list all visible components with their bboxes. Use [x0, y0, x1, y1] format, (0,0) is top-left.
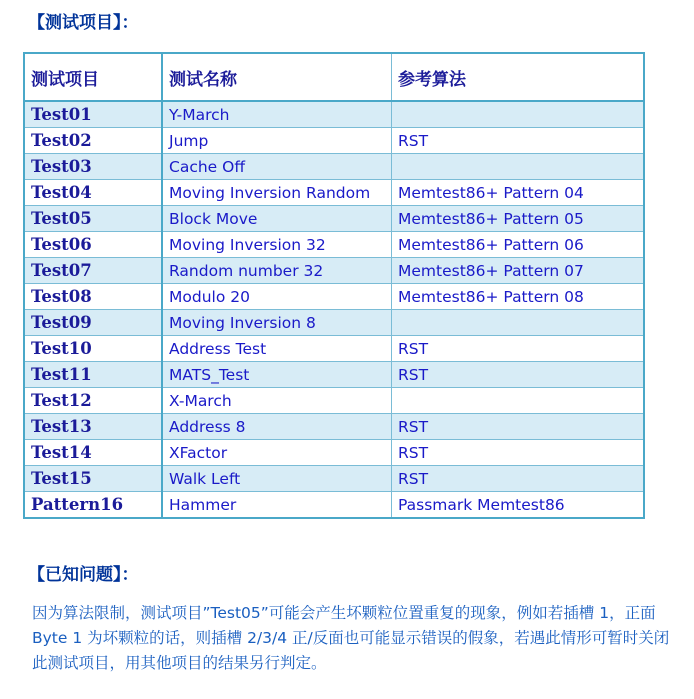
cell-test-item: Test12: [24, 388, 162, 414]
header-test-item: 测试项目: [24, 53, 162, 101]
cell-test-name: Moving Inversion 8: [162, 310, 392, 336]
cell-test-name: Hammer: [162, 492, 392, 519]
cell-test-name: Cache Off: [162, 154, 392, 180]
table-row: [24, 362, 644, 388]
cell-test-item: Test15: [24, 466, 162, 492]
cell-test-name: XFactor: [162, 440, 392, 466]
table-row: [24, 388, 644, 414]
cell-reference-algorithm: Memtest86+ Pattern 04: [392, 180, 645, 206]
cell-reference-algorithm: RST: [392, 414, 645, 440]
table-row: [24, 232, 644, 258]
cell-test-name: Y-March: [162, 101, 392, 128]
table-row: [24, 284, 644, 310]
cell-test-item: Test06: [24, 232, 162, 258]
cell-reference-algorithm: [392, 101, 645, 128]
cell-test-name: Address 8: [162, 414, 392, 440]
cell-test-name: Jump: [162, 128, 392, 154]
table-header-row: [24, 53, 644, 101]
cell-test-name: Walk Left: [162, 466, 392, 492]
cell-test-item: Test11: [24, 362, 162, 388]
cell-test-name: MATS_Test: [162, 362, 392, 388]
cell-reference-algorithm: Memtest86+ Pattern 07: [392, 258, 645, 284]
header-reference-algorithm: 参考算法: [392, 53, 645, 101]
cell-test-name: Moving Inversion Random: [162, 180, 392, 206]
cell-test-name: X-March: [162, 388, 392, 414]
table-body: [24, 101, 644, 518]
table-row: [24, 414, 644, 440]
cell-test-item: Test13: [24, 414, 162, 440]
header-test-name: 测试名称: [162, 53, 392, 101]
cell-reference-algorithm: RST: [392, 336, 645, 362]
cell-test-item: Test14: [24, 440, 162, 466]
cell-reference-algorithm: Memtest86+ Pattern 06: [392, 232, 645, 258]
cell-reference-algorithm: [392, 154, 645, 180]
table-row: [24, 206, 644, 232]
table-row: [24, 154, 644, 180]
cell-test-item: Test02: [24, 128, 162, 154]
cell-test-item: Test09: [24, 310, 162, 336]
cell-test-item: Test08: [24, 284, 162, 310]
cell-test-item: Test10: [24, 336, 162, 362]
cell-reference-algorithm: RST: [392, 128, 645, 154]
cell-test-item: Test04: [24, 180, 162, 206]
table-row: [24, 336, 644, 362]
cell-test-item: Test03: [24, 154, 162, 180]
table-row: [24, 258, 644, 284]
cell-reference-algorithm: Memtest86+ Pattern 05: [392, 206, 645, 232]
cell-reference-algorithm: [392, 310, 645, 336]
cell-test-name: Random number 32: [162, 258, 392, 284]
cell-test-name: Moving Inversion 32: [162, 232, 392, 258]
table-row: [24, 466, 644, 492]
cell-test-item: Pattern16: [24, 492, 162, 519]
table-row: [24, 128, 644, 154]
cell-test-name: Address Test: [162, 336, 392, 362]
cell-reference-algorithm: Passmark Memtest86: [392, 492, 645, 519]
section-title-test-items: 【测试项目】：: [28, 13, 139, 33]
cell-reference-algorithm: RST: [392, 466, 645, 492]
section-title-known-issues: 【已知问题】：: [28, 565, 139, 585]
cell-test-name: Modulo 20: [162, 284, 392, 310]
cell-test-name: Block Move: [162, 206, 392, 232]
cell-test-item: Test07: [24, 258, 162, 284]
cell-reference-algorithm: [392, 388, 645, 414]
test-items-table: [23, 52, 645, 519]
table-row: [24, 180, 644, 206]
cell-reference-algorithm: RST: [392, 362, 645, 388]
table-row: [24, 492, 644, 519]
table-row: [24, 310, 644, 336]
cell-reference-algorithm: RST: [392, 440, 645, 466]
table-row: [24, 440, 644, 466]
cell-test-item: Test05: [24, 206, 162, 232]
table-row: [24, 101, 644, 128]
cell-test-item: Test01: [24, 101, 162, 128]
known-issue-paragraph: 因为算法限制，测试项目”Test05”可能会产生坏颗粒位置重复的现象，例如若插槽 1，正面 Byte 1 为坏颗粒的话，则插槽 2/3/4 正/反面也可能显示错误的假象，若遇此情形可暂时关闭此测试项目，用其他项目的结果另行判定。: [32, 604, 670, 672]
cell-reference-algorithm: Memtest86+ Pattern 08: [392, 284, 645, 310]
